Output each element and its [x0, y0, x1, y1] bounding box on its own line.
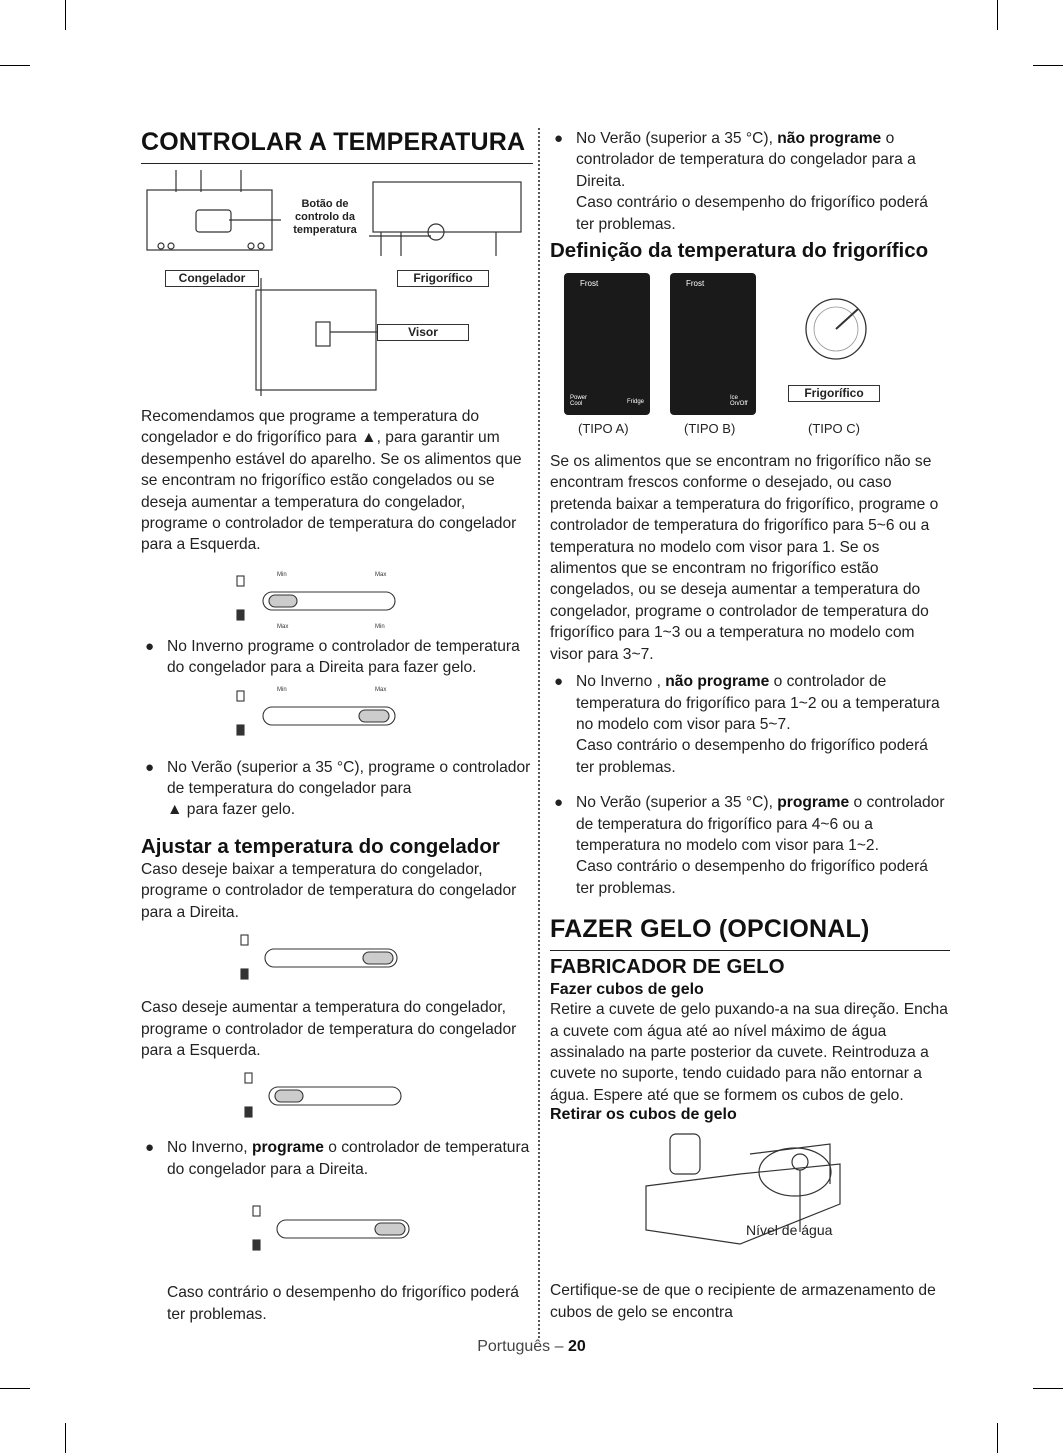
water-level-label: Nível de água — [746, 1222, 833, 1239]
bullet-dot: ● — [145, 1139, 155, 1157]
panel-type-b — [670, 273, 756, 415]
page-footer — [0, 1338, 1063, 1356]
intro-paragraph: Recomendamos que programe a temperatura do congelador e do frigorífico para ▲, para garantir um desempenho estável do aparelho. Se os alimentos que se encontram no frigorífico estão congelados ou se deseja aumentar a temperatura do congelador, programe o controlador de temperatura do congelador para a Esquerda. — [141, 408, 522, 554]
congelador-label: Congelador — [165, 270, 259, 287]
ice-subtitle: FABRICADOR DE GELO — [550, 955, 785, 979]
summer-no-bullet — [550, 128, 950, 235]
summer-text-a: No Verão (superior a 35 °C), programe o controlador de temperatura do congelador para — [167, 758, 531, 798]
winter2-a: No Inverno, — [167, 1139, 252, 1157]
bullet-dot: ● — [145, 758, 155, 776]
bullet-dot: ● — [554, 130, 564, 147]
display-panels — [550, 273, 950, 443]
bullet-dot: ● — [554, 673, 564, 691]
noforst-brand: Frost — [580, 279, 599, 289]
temperature-button-callout: Botão de controlo da temperatura — [283, 198, 367, 237]
crop-mark — [0, 1388, 30, 1389]
footer-lang: Português – — [477, 1338, 568, 1355]
fridge-summer-bullet — [550, 792, 950, 899]
summer-d: Caso contrário o desempenho do frigorífico poderá ter problemas. — [576, 194, 928, 233]
bullet-dot: ● — [554, 794, 564, 812]
winter-text: No Inverno programe o controlador de temperatura do congelador para a Direita para fazer gelo. — [167, 637, 520, 677]
panel-type-a — [564, 273, 650, 415]
type-a-label: (TIPO A) — [578, 421, 629, 437]
winter-c: o controlador de temperatura do frigorífico para 1~2 ou a temperatura no modelo com visor para 5~7. — [576, 673, 940, 733]
bullet-dot: ● — [145, 637, 155, 655]
summer-text-b: para fazer gelo. — [186, 801, 296, 819]
ice-tray-illustration — [550, 1124, 950, 1264]
lower-paragraph: Caso deseje baixar a temperatura do congelador, programe o controlador de temperatura do congelador para a Direita. — [141, 860, 517, 921]
crop-mark — [65, 0, 66, 30]
fridge-winter-bullet — [550, 671, 950, 778]
frigorifico-label: Frigorífico — [397, 270, 489, 287]
max-label-bottom: Max — [277, 623, 289, 630]
remove-cubes-title: Retirar os cubos de gelo — [550, 1106, 737, 1124]
freezer-dial-lower — [141, 927, 533, 989]
page-number: 20 — [567, 1338, 586, 1355]
crop-mark — [997, 1423, 998, 1453]
max-label: Max — [375, 686, 387, 693]
freezer-dial-left — [141, 568, 533, 630]
summer-bullet — [141, 757, 533, 821]
winter-b: não programe — [665, 673, 770, 691]
fridge-temp-title: Definição da temperatura do frigorífico — [550, 239, 929, 263]
fridge-figure — [141, 170, 533, 396]
freezer-dial-winter — [141, 1198, 533, 1260]
section-title: CONTROLAR A TEMPERATURA — [141, 128, 533, 164]
visor-label: Visor — [377, 324, 469, 341]
winter-bullet — [141, 636, 533, 679]
ice-label: Ice On/Off — [730, 395, 748, 408]
summer-a: No Verão (superior a 35 °C), — [576, 130, 778, 147]
min-label-bottom: Min — [375, 623, 385, 630]
summer2-a: No Verão (superior a 35 °C), — [576, 794, 778, 812]
fridge-label: Fridge — [626, 399, 644, 406]
fridge-paragraph: Se os alimentos que se encontram no frigorífico não se encontram frescos conforme o desejado, ou caso pretenda baixar a temperatura do frigorífico, programe o controlador de temperatura do frigorífico para 5~6 ou a temperatura no modelo com visor para 1. Se os alimentos que se encontram no frigorífico estão congelados, ou se deseja aumentar a temperatura do congelador, programe o controlador de temperatura do frigorífico para 1~3 ou a temperatura no modelo com visor para 3~7. — [550, 453, 939, 663]
crop-mark — [997, 0, 998, 30]
else-paragraph: Caso contrário o desempenho do frigorífico poderá ter problemas. — [167, 1284, 519, 1323]
ice-title: FAZER GELO (OPCIONAL) — [550, 915, 950, 951]
summer2-d: Caso contrário o desempenho do frigorífico poderá ter problemas. — [576, 858, 928, 897]
raise-paragraph: Caso deseje aumentar a temperatura do congelador, programe o controlador de temperatura do congelador para a Esquerda. — [141, 999, 517, 1059]
crop-mark — [1033, 1388, 1063, 1389]
noforst-brand: Frost — [686, 279, 705, 289]
type-c-label: (TIPO C) — [808, 421, 860, 437]
triangle-icon: ▲ — [167, 801, 183, 819]
adjust-freezer-title: Ajustar a temperatura do congelador — [141, 834, 500, 858]
certify-paragraph: Certifique-se de que o recipiente de armazenamento de cubos de gelo se encontra — [550, 1282, 936, 1321]
min-label: Min — [277, 686, 287, 693]
min-label: Min — [277, 571, 287, 578]
crop-mark — [1033, 65, 1063, 66]
summer2-c: o controlador de temperatura do frigorífico para 4~6 ou a temperatura no modelo com visor para 1~2. — [576, 794, 945, 854]
dial-type-c — [778, 273, 898, 383]
summer2-b: programe — [777, 794, 850, 812]
winter-a: No Inverno , — [576, 673, 666, 691]
frigorifico-label-c: Frigorífico — [788, 385, 880, 402]
type-b-label: (TIPO B) — [684, 421, 736, 437]
winter-d: Caso contrário o desempenho do frigorífico poderá ter problemas. — [576, 737, 928, 776]
summer-c: o controlador de temperatura do congelador para a Direita. — [576, 130, 916, 190]
make-cubes-title: Fazer cubos de gelo — [550, 981, 704, 999]
freezer-dial-right — [141, 683, 533, 745]
winter2-b: programe — [251, 1139, 324, 1157]
ice-tray-figure — [550, 1124, 950, 1264]
power-cool-label: Power Cool — [570, 395, 588, 408]
winter2-bullet — [141, 1137, 533, 1180]
summer-b: não programe — [777, 130, 882, 147]
crop-mark — [65, 1423, 66, 1453]
right-column — [550, 128, 950, 1323]
freezer-dial-raise — [141, 1065, 533, 1127]
max-label: Max — [375, 571, 387, 578]
winter2-c: o controlador de temperatura do congelador para a Direita. — [167, 1139, 530, 1178]
make-cubes-paragraph: Retire a cuvete de gelo puxando-a na sua direção. Encha a cuvete com água até ao nível máximo de água assinalado na parte posterior da cuvete. Reintroduza a cuvete no suporte, tendo cuidado para não entornar a água. Espere até que se formem os cubos de gelo. — [550, 1001, 948, 1104]
left-column — [141, 128, 533, 1325]
column-divider — [538, 128, 540, 1338]
crop-mark — [0, 65, 30, 66]
